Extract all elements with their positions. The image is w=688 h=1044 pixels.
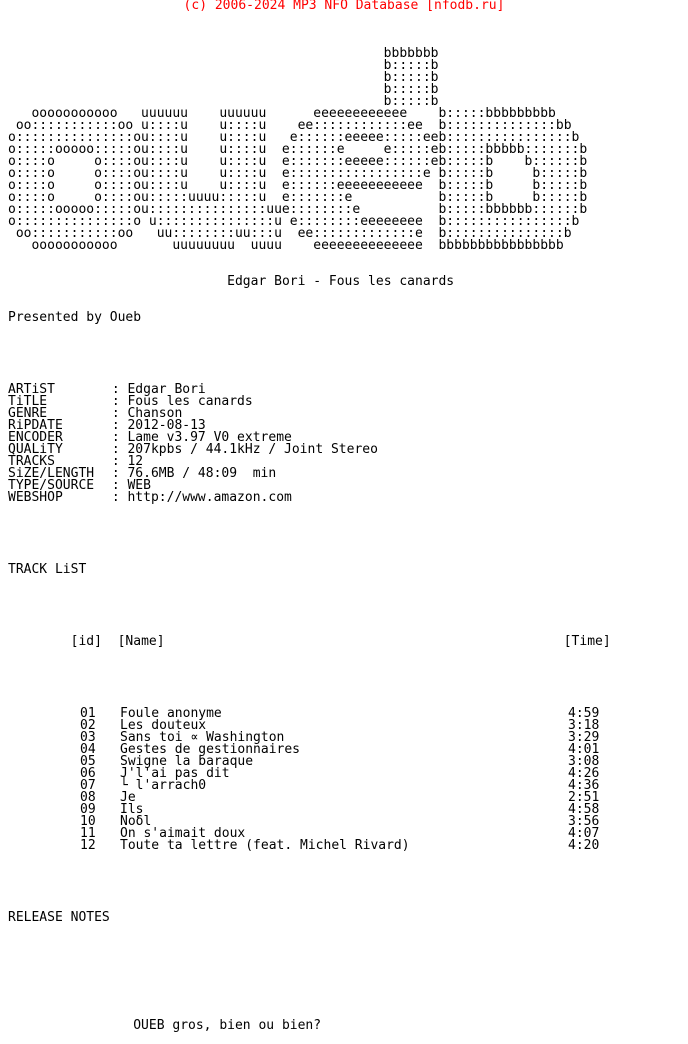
track-time: 3:56 [568, 814, 600, 829]
info-key: ARTiST [8, 382, 55, 397]
track-id: 04 [80, 742, 96, 757]
ascii-line: ooooooooooo uuuuuu uuuuuu eeeeeeeeeeee b:::::bbbbbbbbb [8, 106, 556, 121]
info-value: 2012-08-13 [127, 418, 206, 433]
track-name: Les douteux [120, 718, 207, 733]
track-time: 4:20 [568, 838, 600, 853]
info-key: WEBSHOP [8, 490, 63, 505]
track-time: 4:01 [568, 742, 600, 757]
track-name: Ils [120, 802, 144, 817]
info-block [8, 384, 611, 504]
track-time: 4:58 [568, 802, 600, 817]
info-key: QUALiTY [8, 442, 63, 457]
info-key: ENCODER [8, 430, 63, 445]
copyright-header: (c) 2006-2024 MP3 NFO Database [nfodb.ru] [183, 0, 505, 13]
ascii-line: bbbbbbb [8, 46, 439, 61]
track-row [8, 816, 611, 828]
track-row [8, 744, 611, 756]
ascii-line: o::::o o::::ou::::u u::::u e:::::::::::::::::e b:::::b b:::::b [8, 166, 588, 181]
info-value: Chanson [127, 406, 183, 421]
info-key: SiZE/LENGTH [8, 466, 95, 481]
info-key: GENRE [8, 406, 48, 421]
ascii-line: b:::::b [8, 94, 439, 109]
info-row: RiPDATE : 2012-08-13 [8, 418, 206, 433]
release-notes-heading: RELEASE NOTES [8, 910, 110, 925]
info-row: GENRE : Chanson [8, 406, 183, 421]
track-time: 4:59 [568, 706, 600, 721]
track-row [8, 708, 611, 720]
info-key: RiPDATE [8, 418, 63, 433]
presented-by: Presented by Oueb [8, 310, 142, 325]
track-name: Toute ta lettre (feat. Michel Rivard) [120, 838, 410, 853]
ascii-line: o::::o o::::ou:::::uuuu:::::u e:::::::e b:::::b b:::::b [8, 190, 588, 205]
track-name: Foule anonyme [120, 706, 222, 721]
track-row [8, 792, 611, 804]
release-notes-text: OUEB gros, bien ou bien? [133, 1018, 322, 1033]
ascii-line: oo:::::::::::oo u::::u u::::u ee::::::::::::ee b::::::::::::::bb [8, 118, 572, 133]
track-name: Sans toi ∝ Washington [120, 730, 285, 745]
ascii-line: ooooooooooo uuuuuuuu uuuu eeeeeeeeeeeeee bbbbbbbbbbbbbbbb [8, 238, 564, 253]
track-time: 3:18 [568, 718, 600, 733]
ascii-line: b:::::b [8, 70, 439, 85]
info-key: TiTLE [8, 394, 48, 409]
track-name: Je [120, 790, 136, 805]
ascii-line: o:::::ooooo:::::ou:::::::::::::::uue::::::::e b:::::bbbbbb::::::b [8, 202, 588, 217]
track-time: 2:51 [568, 790, 600, 805]
col-id: [id] [70, 634, 102, 649]
tracklist-columns [8, 636, 611, 648]
track-id: 01 [80, 706, 96, 721]
track-id: 08 [80, 790, 96, 805]
ascii-line: o::::o o::::ou::::u u::::u e:::::::eeeee::::::eb:::::b b::::::b [8, 154, 588, 169]
info-value: Edgar Bori [127, 382, 206, 397]
info-value: Fous les canards [127, 394, 253, 409]
info-row: ENCODER : Lame v3.97 V0 extreme [8, 430, 292, 445]
track-id: 12 [80, 838, 96, 853]
info-row: TYPE/SOURCE : WEB [8, 478, 151, 493]
ascii-line: o::::o o::::ou::::u u::::u e::::::eeeeeeeeeee b:::::b b:::::b [8, 178, 588, 193]
col-name: [Name] [117, 634, 165, 649]
info-value: http://www.amazon.com [127, 490, 292, 505]
track-row [8, 720, 611, 732]
track-id: 07 [80, 778, 96, 793]
info-value: 12 [127, 454, 144, 469]
info-row: SiZE/LENGTH : 76.6MB / 48:09 min [8, 466, 277, 481]
track-id: 02 [80, 718, 96, 733]
info-row: WEBSHOP : http://www.amazon.com [8, 490, 292, 505]
track-row [8, 780, 611, 792]
track-id: 03 [80, 730, 96, 745]
track-time: 4:07 [568, 826, 600, 841]
release-title: Edgar Bori - Fous les canards [227, 274, 455, 289]
track-name: Gestes de gestionnaires [120, 742, 301, 757]
track-time: 3:08 [568, 754, 600, 769]
track-row [8, 768, 611, 780]
track-row [8, 840, 611, 852]
col-time: [Time] [563, 634, 611, 649]
info-row: TRACKS : 12 [8, 454, 144, 469]
track-time: 4:36 [568, 778, 600, 793]
ascii-logo [8, 48, 611, 252]
ascii-line: o:::::::::::::::o u:::::::::::::::u e::::::::eeeeeeee b::::::::::::::::b [8, 214, 580, 229]
info-value: 207kpbs / 44.1kHz / Joint Stereo [127, 442, 378, 457]
tracklist-heading: TRACK LiST [8, 562, 87, 577]
track-time: 3:29 [568, 730, 600, 745]
ascii-line: b:::::b [8, 82, 439, 97]
info-row: ARTiST : Edgar Bori [8, 382, 206, 397]
info-value: WEB [127, 478, 151, 493]
ascii-line: b:::::b [8, 58, 439, 73]
info-row: QUALiTY : 207kpbs / 44.1kHz / Joint Stereo [8, 442, 378, 457]
track-name: └ l'arrach0 [120, 778, 207, 793]
track-row [8, 756, 611, 768]
ascii-line: oo:::::::::::oo uu::::::::uu:::u ee:::::::::::::e b:::::::::::::::b [8, 226, 572, 241]
track-id: 11 [80, 826, 96, 841]
track-row [8, 732, 611, 744]
track-name: Swigne la baraque [120, 754, 254, 769]
track-id: 05 [80, 754, 96, 769]
track-time: 4:26 [568, 766, 600, 781]
info-value: 76.6MB / 48:09 min [127, 466, 277, 481]
info-key: TYPE/SOURCE [8, 478, 95, 493]
track-id: 06 [80, 766, 96, 781]
track-id: 10 [80, 814, 96, 829]
track-name: Noδl [120, 814, 152, 829]
track-row [8, 804, 611, 816]
info-value: Lame v3.97 V0 extreme [127, 430, 292, 445]
track-name: On s'aimait doux [120, 826, 246, 841]
track-id: 09 [80, 802, 96, 817]
info-key: TRACKS [8, 454, 55, 469]
info-row: TiTLE : Fous les canards [8, 394, 253, 409]
ascii-line: o:::::::::::::::ou::::u u::::u e::::::eeeee:::::eeb::::::::::::::::b [8, 130, 580, 145]
track-list [8, 708, 611, 852]
track-name: J'l'ai pas dit [120, 766, 230, 781]
ascii-line: o:::::ooooo:::::ou::::u u::::u e::::::e e:::::eb:::::bbbbb:::::::b [8, 142, 588, 157]
nfo-body [8, 24, 611, 1044]
